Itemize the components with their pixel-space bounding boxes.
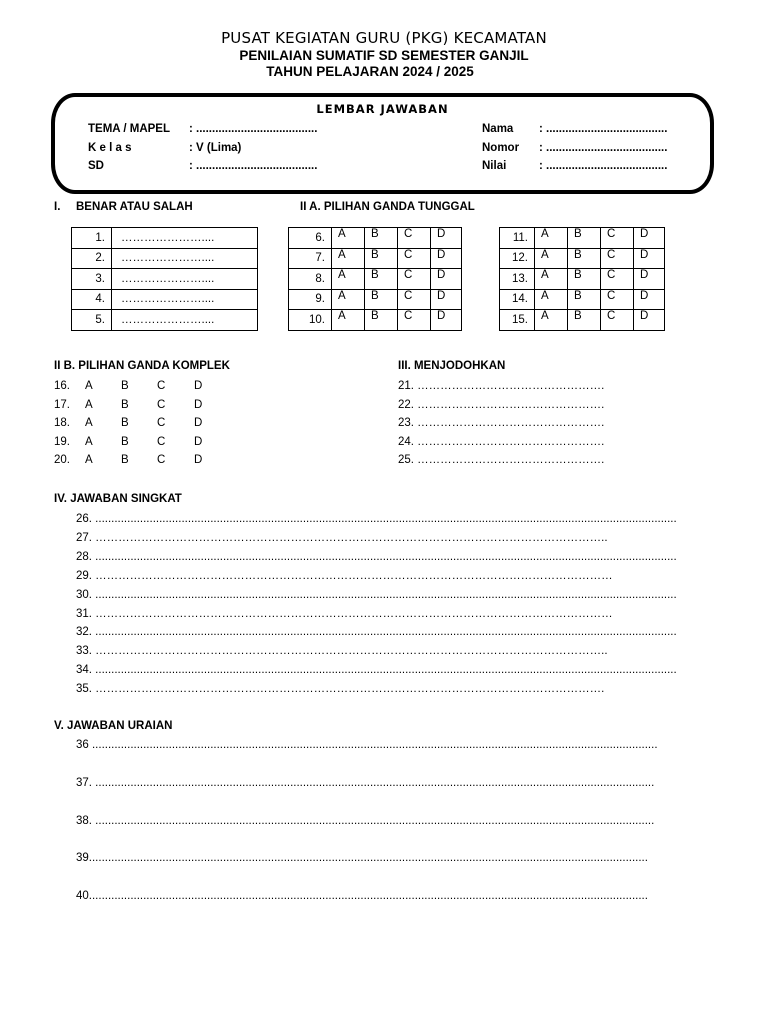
option-d[interactable]: D xyxy=(634,248,665,269)
question-number: 4. xyxy=(72,289,112,310)
question-number: 2. xyxy=(72,248,112,269)
question-number: 7. xyxy=(289,248,332,269)
option-a[interactable]: A xyxy=(535,289,568,310)
true-false-table xyxy=(71,227,258,331)
option-c[interactable]: C xyxy=(398,289,431,310)
option-d[interactable]: D xyxy=(194,380,203,392)
header-line-2: PENILAIAN SUMATIF SD SEMESTER GANJIL xyxy=(239,48,529,63)
option-b[interactable]: B xyxy=(365,269,398,290)
option-b[interactable]: B xyxy=(568,228,601,249)
option-c[interactable]: C xyxy=(157,454,166,466)
header-line-1: PUSAT KEGIATAN GURU (PKG) KECAMATAN xyxy=(221,29,547,47)
option-c[interactable]: C xyxy=(601,228,634,249)
answer-blank[interactable]: ………………….... xyxy=(112,228,258,249)
option-d[interactable]: D xyxy=(431,248,462,269)
section-5-title: V. JAWABAN URAIAN xyxy=(54,720,173,732)
option-c[interactable]: C xyxy=(398,228,431,249)
short-answer-line[interactable]: 27. …………………………………………………………………………………………………………………….. xyxy=(76,531,608,544)
option-b[interactable]: B xyxy=(568,248,601,269)
short-answer-line[interactable]: 32. ...................................................................................................................................................................................... xyxy=(76,626,677,639)
short-answer-line[interactable]: 34. ...................................................................................................................................................................................... xyxy=(76,664,677,677)
table-row xyxy=(72,289,258,310)
option-b[interactable]: B xyxy=(121,398,129,411)
option-b[interactable]: B xyxy=(365,310,398,331)
option-d[interactable]: D xyxy=(634,310,665,331)
option-b[interactable]: B xyxy=(568,289,601,310)
question-number: 11. xyxy=(500,228,535,249)
question-number: 8. xyxy=(289,269,332,290)
table-row xyxy=(72,310,258,331)
question-number: 6. xyxy=(289,228,332,249)
section-2a-title: II A. PILIHAN GANDA TUNGGAL xyxy=(300,201,475,213)
option-c[interactable]: C xyxy=(601,248,634,269)
essay-answer-line[interactable]: 39............................................................................................................................................................................... xyxy=(76,852,648,865)
section-1-number: I. xyxy=(54,201,61,213)
option-a[interactable]: A xyxy=(85,380,93,392)
short-answer-line[interactable]: 35. ……………………………………………………………………………………………………………………. xyxy=(76,683,605,696)
multiple-choice-table-1 xyxy=(288,227,462,331)
question-number: 17. xyxy=(54,398,70,411)
option-d[interactable]: D xyxy=(634,289,665,310)
matching-answer-line[interactable]: 23. …………………………………………. xyxy=(398,417,605,429)
short-answer-line[interactable]: 30. ...................................................................................................................................................................................... xyxy=(76,588,677,601)
matching-answer-line[interactable]: 25. …………………………………………. xyxy=(398,454,605,466)
option-c[interactable]: C xyxy=(398,269,431,290)
field-kelas-label: K e l a s xyxy=(88,142,132,154)
field-nama-label: Nama xyxy=(482,123,514,135)
option-c[interactable]: C xyxy=(601,289,634,310)
option-a[interactable]: A xyxy=(332,248,365,269)
section-2b-title: II B. PILIHAN GANDA KOMPLEK xyxy=(54,360,230,372)
option-d[interactable]: D xyxy=(431,310,462,331)
essay-answer-line[interactable]: 40............................................................................................................................................................................... xyxy=(76,890,648,903)
question-number: 18. xyxy=(54,417,70,429)
option-c[interactable]: C xyxy=(398,248,431,269)
table-row xyxy=(72,248,258,269)
option-b[interactable]: B xyxy=(121,435,129,448)
table-row xyxy=(500,228,665,249)
field-tema-mapel-label: TEMA / MAPEL xyxy=(88,123,170,135)
field-tema-mapel-value[interactable]: : ...................................... xyxy=(189,123,318,135)
option-b[interactable]: B xyxy=(568,310,601,331)
option-b[interactable]: B xyxy=(365,248,398,269)
option-c[interactable]: C xyxy=(157,435,166,448)
essay-answer-line[interactable]: 36 ................................................................................................................................................................................. xyxy=(76,739,658,751)
option-a[interactable]: A xyxy=(332,289,365,310)
essay-answer-line[interactable]: 38. ............................................................................................................................................................................... xyxy=(76,814,655,827)
question-number: 12. xyxy=(500,248,535,269)
section-1-title: BENAR ATAU SALAH xyxy=(76,201,193,213)
table-row xyxy=(500,269,665,290)
question-number: 20. xyxy=(54,454,70,466)
table-row xyxy=(289,310,462,331)
option-a[interactable]: A xyxy=(535,248,568,269)
short-answer-line[interactable]: 26. ...................................................................................................................................................................................... xyxy=(76,513,677,525)
option-a[interactable]: A xyxy=(535,310,568,331)
option-c[interactable]: C xyxy=(157,380,166,392)
option-a[interactable]: A xyxy=(535,269,568,290)
field-nomor-value[interactable]: : ...................................... xyxy=(539,142,668,154)
option-d[interactable]: D xyxy=(634,228,665,249)
field-nomor-label: Nomor xyxy=(482,142,520,154)
option-d[interactable]: D xyxy=(431,289,462,310)
short-answer-line[interactable]: 33. …………………………………………………………………………………………………………………….. xyxy=(76,645,608,658)
option-a[interactable]: A xyxy=(85,398,93,411)
matching-answer-line[interactable]: 21. …………………………………………. xyxy=(398,380,605,392)
question-number: 1. xyxy=(72,228,112,249)
option-b[interactable]: B xyxy=(568,269,601,290)
option-a[interactable]: A xyxy=(85,417,93,429)
field-sd-label: SD xyxy=(88,160,104,172)
table-row xyxy=(72,228,258,249)
question-number: 15. xyxy=(500,310,535,331)
option-a[interactable]: A xyxy=(535,228,568,249)
matching-answer-line[interactable]: 22. …………………………………………. xyxy=(398,398,605,411)
option-d[interactable]: D xyxy=(194,398,203,411)
question-number: 5. xyxy=(72,310,112,331)
question-number: 3. xyxy=(72,269,112,290)
table-row xyxy=(72,269,258,290)
option-d[interactable]: D xyxy=(431,269,462,290)
option-d[interactable]: D xyxy=(194,454,203,466)
option-b[interactable]: B xyxy=(121,380,129,392)
field-nama-value[interactable]: : ...................................... xyxy=(539,123,668,135)
option-a[interactable]: A xyxy=(332,228,365,249)
answer-blank[interactable]: ………………….... xyxy=(112,248,258,269)
short-answer-line[interactable]: 28. ...................................................................................................................................................................................... xyxy=(76,550,677,563)
section-3-title: III. MENJODOHKAN xyxy=(398,360,506,372)
table-row xyxy=(289,289,462,310)
field-kelas-value[interactable]: : V (Lima) xyxy=(189,142,242,154)
field-sd-value[interactable]: : ...................................... xyxy=(189,160,318,172)
short-answer-line[interactable]: 31. ……………………………………………………………………………………………………………………… xyxy=(76,607,613,620)
answer-sheet-box xyxy=(51,93,714,194)
question-number: 16. xyxy=(54,380,70,392)
table-row xyxy=(500,248,665,269)
table-row xyxy=(500,289,665,310)
option-b[interactable]: B xyxy=(365,289,398,310)
section-4-title: IV. JAWABAN SINGKAT xyxy=(54,493,182,505)
question-number: 10. xyxy=(289,310,332,331)
multiple-choice-table-2 xyxy=(499,227,665,331)
table-row xyxy=(289,228,462,249)
question-number: 19. xyxy=(54,435,70,448)
matching-answer-line[interactable]: 24. …………………………………………. xyxy=(398,435,605,448)
option-d[interactable]: D xyxy=(194,417,203,429)
field-nilai-label: Nilai xyxy=(482,160,507,172)
option-d[interactable]: D xyxy=(634,269,665,290)
question-number: 13. xyxy=(500,269,535,290)
table-row xyxy=(500,310,665,331)
answer-blank[interactable]: ………………….... xyxy=(112,289,258,310)
field-nilai-value[interactable]: : ...................................... xyxy=(539,160,668,172)
option-a[interactable]: A xyxy=(85,435,93,448)
option-d[interactable]: D xyxy=(194,435,203,448)
header-line-3: TAHUN PELAJARAN 2024 / 2025 xyxy=(266,64,474,79)
option-a[interactable]: A xyxy=(332,269,365,290)
option-c[interactable]: C xyxy=(157,417,166,429)
table-row xyxy=(289,248,462,269)
option-b[interactable]: B xyxy=(121,454,129,466)
option-a[interactable]: A xyxy=(332,310,365,331)
option-c[interactable]: C xyxy=(157,398,166,411)
option-d[interactable]: D xyxy=(431,228,462,249)
answer-blank[interactable]: ………………….... xyxy=(112,310,258,331)
answer-blank[interactable]: ………………….... xyxy=(112,269,258,290)
question-number: 9. xyxy=(289,289,332,310)
table-row xyxy=(289,269,462,290)
option-c[interactable]: C xyxy=(601,310,634,331)
option-c[interactable]: C xyxy=(398,310,431,331)
option-b[interactable]: B xyxy=(121,417,129,429)
answer-sheet-title: LEMBAR JAWABAN xyxy=(316,102,449,116)
option-c[interactable]: C xyxy=(601,269,634,290)
essay-answer-line[interactable]: 37. ............................................................................................................................................................................... xyxy=(76,776,655,789)
question-number: 14. xyxy=(500,289,535,310)
short-answer-line[interactable]: 29. ……………………………………………………………………………………………………………………… xyxy=(76,569,613,582)
option-a[interactable]: A xyxy=(85,454,93,466)
option-b[interactable]: B xyxy=(365,228,398,249)
